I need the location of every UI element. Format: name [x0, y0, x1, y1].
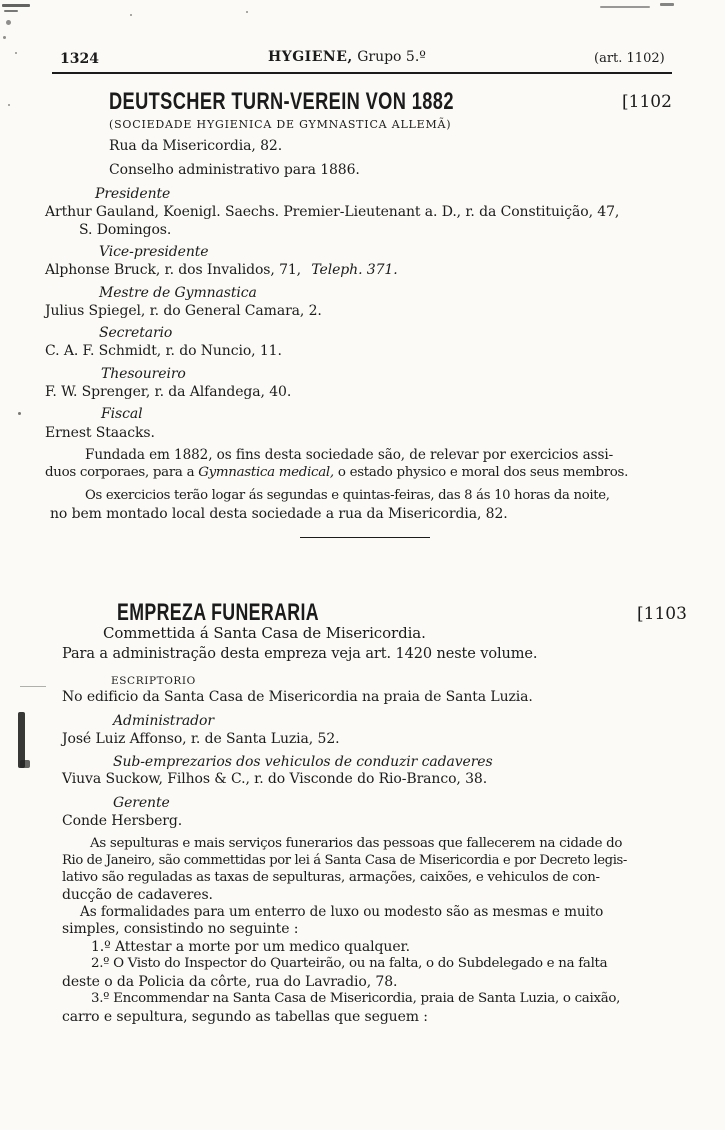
- para1-line2: [45, 464, 628, 482]
- secretario-name: C. A. F. Schmidt, r. do Nuncio, 11.: [45, 343, 282, 359]
- vice-line: [45, 261, 398, 279]
- section1-title: DEUTSCHER TURN-VEREIN VON 1882: [109, 88, 454, 115]
- page-number: 1324: [60, 51, 99, 67]
- para1-line1: Fundada em 1882, os fins desta sociedade são, de relevar por exercicios assi-: [85, 447, 614, 463]
- item3-line2: carro e sepultura, segundo as tabellas que seguem :: [62, 1009, 428, 1025]
- fiscal-label: Fiscal: [101, 406, 143, 422]
- para1-line2c: o estado physico e moral dos seus membros.: [337, 465, 629, 480]
- header-rule: [52, 72, 672, 74]
- president-line2: S. Domingos.: [79, 222, 172, 238]
- article-reference: (art. 1102): [594, 51, 665, 66]
- escriptorio-label: ESCRIPTORIO: [111, 675, 196, 687]
- header-title-rest: Grupo 5.º: [357, 49, 426, 65]
- section1-subtitle: (SOCIEDADE HYGIENICA DE GYMNASTICA ALLEMÃ): [109, 118, 452, 131]
- item1: 1.º Attestar a morte por um medico qualquer.: [91, 939, 410, 955]
- section2-number: [1103: [637, 604, 687, 624]
- secretario-label: Secretario: [99, 325, 173, 341]
- section1-number: [1102: [622, 92, 672, 112]
- escriptorio-text: No edificio da Santa Casa de Misericordia na praia de Santa Luzia.: [62, 689, 533, 705]
- vice-name: Alphonse Bruck, r. dos Invalidos, 71,: [45, 262, 302, 278]
- vice-phone: Teleph. 371.: [311, 262, 398, 278]
- p1-line2: Rio de Janeiro, são commettidas por lei á Santa Casa de Misericordia e por Decreto legis-: [62, 853, 627, 868]
- section1-council: Conselho administrativo para 1886.: [109, 162, 360, 178]
- p1-line4: ducção de cadaveres.: [62, 887, 213, 903]
- thesoureiro-label: Thesoureiro: [101, 366, 186, 382]
- thesoureiro-name: F. W. Sprenger, r. da Alfandega, 40.: [45, 384, 292, 400]
- sub-emprezarios-name: Viuva Suckow, Filhos & C., r. do Visconde do Rio-Branco, 38.: [62, 771, 488, 787]
- p1-line1: As sepulturas e mais serviços funerarios das pessoas que fallecerem na cidade do: [90, 836, 623, 851]
- para2-line2: no bem montado local desta sociedade a rua da Misericordia, 82.: [50, 506, 508, 522]
- p1-line3: lativo são reguladas as taxas de sepulturas, armações, caixões, e vehiculos de con-: [62, 870, 600, 885]
- mestre-label: Mestre de Gymnastica: [99, 285, 257, 301]
- para1-line2b: Gymnastica medical,: [198, 465, 334, 480]
- p2-line1: As formalidades para um enterro de luxo ou modesto são as mesmas e muito: [80, 904, 604, 920]
- item3-line1: 3.º Encommendar na Santa Casa de Misericordia, praia de Santa Luzia, o caixão,: [91, 991, 621, 1006]
- p2-line2: simples, consistindo no seguinte :: [62, 921, 299, 937]
- header-title-bold: HYGIENE,: [268, 49, 353, 65]
- section-divider: [300, 537, 430, 538]
- administrador-label: Administrador: [113, 713, 214, 729]
- section2-subtitle: Commettida á Santa Casa de Misericordia.: [103, 624, 426, 642]
- gerente-label: Gerente: [113, 795, 170, 811]
- item2-line1: 2.º O Visto do Inspector do Quarteirão, ou na falta, o do Subdelegado e na falta: [91, 956, 608, 971]
- sub-emprezarios-label: Sub-emprezarios dos vehiculos de conduzir cadaveres: [113, 754, 493, 770]
- mestre-name: Julius Spiegel, r. do General Camara, 2.: [45, 303, 322, 319]
- vice-label: Vice-presidente: [99, 244, 209, 260]
- president-label: Presidente: [95, 186, 171, 202]
- para2-line1: Os exercicios terão logar ás segundas e quintas-feiras, das 8 ás 10 horas da noite,: [85, 488, 610, 503]
- section2-admin-note: Para a administração desta empreza veja art. 1420 neste volume.: [62, 646, 538, 662]
- section1-address: Rua da Misericordia, 82.: [109, 138, 283, 154]
- item2-line2: deste o da Policia da côrte, rua do Lavradio, 78.: [62, 974, 398, 990]
- header-title: [268, 49, 426, 65]
- fiscal-name: Ernest Staacks.: [45, 425, 155, 441]
- para1-line2a: duos corporaes, para a: [45, 465, 195, 480]
- president-line1: Arthur Gauland, Koenigl. Saechs. Premier-Lieutenant a. D., r. da Constituição, 47,: [45, 204, 620, 220]
- gerente-name: Conde Hersberg.: [62, 813, 183, 829]
- section2-title: EMPREZA FUNERARIA: [117, 599, 319, 626]
- administrador-name: José Luiz Affonso, r. de Santa Luzia, 52.: [62, 731, 340, 747]
